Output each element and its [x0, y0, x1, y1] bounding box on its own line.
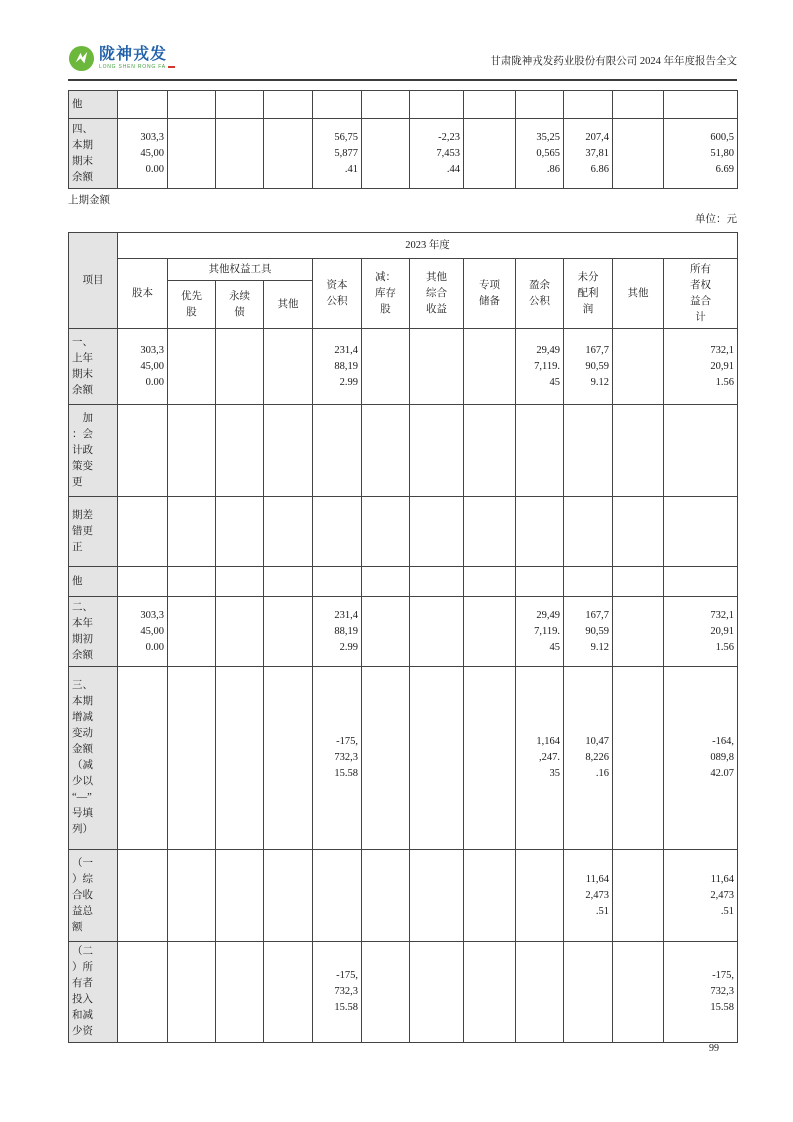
amount-cell	[613, 497, 664, 567]
amount-cell	[410, 942, 464, 1043]
amount-cell	[464, 497, 516, 567]
amount-cell	[168, 667, 216, 850]
amount-cell: 56,755,877.41	[313, 119, 362, 189]
amount-cell	[216, 597, 264, 667]
amount-cell	[613, 567, 664, 597]
amount-cell	[516, 497, 564, 567]
amount-cell	[264, 667, 313, 850]
amount-cell	[613, 942, 664, 1043]
row-label-cell: 一、上年期末余额	[69, 329, 118, 405]
amount-cell: -164,089,842.07	[664, 667, 738, 850]
amount-cell	[516, 405, 564, 497]
amount-cell	[464, 667, 516, 850]
amount-cell	[516, 567, 564, 597]
table-row	[69, 667, 738, 850]
amount-cell	[313, 91, 362, 119]
amount-cell: -175,732,315.58	[313, 942, 362, 1043]
amount-cell	[564, 91, 613, 119]
amount-cell: 1,164,247.35	[516, 667, 564, 850]
table-row	[69, 567, 738, 597]
amount-cell	[464, 119, 516, 189]
row-label-cell: 他	[69, 91, 118, 119]
amount-cell	[264, 942, 313, 1043]
amount-cell	[564, 942, 613, 1043]
amount-cell: 732,120,911.56	[664, 597, 738, 667]
amount-cell	[168, 405, 216, 497]
table-row	[69, 497, 738, 567]
amount-cell	[664, 405, 738, 497]
amount-cell	[264, 597, 313, 667]
amount-cell	[410, 497, 464, 567]
amount-cell: 29,497,119.45	[516, 329, 564, 405]
col-header-other-instruments: 其他	[264, 281, 313, 329]
report-title: 甘肃陇神戎发药业股份有限公司 2024 年年度报告全文	[490, 56, 737, 67]
amount-cell	[464, 405, 516, 497]
col-header-total-owners-equity: 所有者权益合计	[664, 259, 738, 329]
amount-cell	[613, 667, 664, 850]
amount-cell	[613, 850, 664, 942]
amount-cell	[664, 567, 738, 597]
amount-cell	[168, 942, 216, 1043]
amount-cell	[410, 597, 464, 667]
amount-cell	[516, 91, 564, 119]
amount-cell	[516, 942, 564, 1043]
logo-text-en: LONG SHEN RONG FA	[99, 65, 175, 70]
amount-cell	[216, 942, 264, 1043]
amount-cell	[216, 497, 264, 567]
amount-cell	[410, 405, 464, 497]
amount-cell	[362, 667, 410, 850]
logo-red-accent	[168, 66, 175, 68]
amount-cell: 732,120,911.56	[664, 329, 738, 405]
amount-cell	[313, 497, 362, 567]
amount-cell	[664, 91, 738, 119]
row-label-cell: 二、本年期初余额	[69, 597, 118, 667]
col-header-other: 其他	[613, 259, 664, 329]
amount-cell	[168, 119, 216, 189]
col-header-capital-reserve: 资本公积	[313, 259, 362, 329]
table-row	[69, 850, 738, 942]
table-row	[69, 91, 738, 119]
amount-cell	[464, 329, 516, 405]
amount-cell	[118, 942, 168, 1043]
amount-cell	[264, 850, 313, 942]
amount-cell: 167,790,599.12	[564, 329, 613, 405]
equity-table-2023	[68, 232, 738, 1043]
header-divider	[68, 79, 737, 81]
page-header	[68, 44, 737, 78]
amount-cell	[362, 942, 410, 1043]
amount-cell	[613, 119, 664, 189]
amount-cell: 231,488,192.99	[313, 329, 362, 405]
amount-cell	[564, 405, 613, 497]
col-header-perpetual-bonds: 永续债	[216, 281, 264, 329]
col-header-undistributed-profit: 未分配利润	[564, 259, 613, 329]
amount-cell	[168, 91, 216, 119]
amount-cell: 303,345,000.00	[118, 329, 168, 405]
amount-cell	[264, 91, 313, 119]
amount-cell	[313, 567, 362, 597]
amount-cell	[410, 850, 464, 942]
amount-cell	[464, 850, 516, 942]
col-header-preferred-shares: 优先股	[168, 281, 216, 329]
amount-cell: 11,642,473.51	[564, 850, 613, 942]
amount-cell	[464, 942, 516, 1043]
year-header-cell: 2023 年度	[118, 233, 738, 259]
amount-cell	[118, 850, 168, 942]
amount-cell	[362, 497, 410, 567]
amount-cell	[168, 850, 216, 942]
amount-cell: 167,790,599.12	[564, 597, 613, 667]
table-row	[69, 597, 738, 667]
amount-cell	[168, 497, 216, 567]
section-label-previous-amount: 上期金额	[68, 195, 110, 206]
amount-cell	[613, 329, 664, 405]
amount-cell	[410, 91, 464, 119]
amount-cell: 11,642,473.51	[664, 850, 738, 942]
amount-cell: 303,345,000.00	[118, 119, 168, 189]
row-label-cell: 三、本期增减变动金额（减少以“—”号填列）	[69, 667, 118, 850]
col-header-item: 项目	[69, 233, 118, 329]
logo-icon	[68, 45, 95, 72]
amount-cell	[118, 667, 168, 850]
amount-cell	[216, 567, 264, 597]
amount-cell	[464, 597, 516, 667]
amount-cell: -2,237,453.44	[410, 119, 464, 189]
col-header-other-comprehensive-income: 其他综合收益	[410, 259, 464, 329]
row-label-cell: （二）所有者投入和减少资	[69, 942, 118, 1043]
amount-cell	[118, 91, 168, 119]
row-label-cell: （一）综合收益总额	[69, 850, 118, 942]
amount-cell	[362, 329, 410, 405]
amount-cell	[613, 405, 664, 497]
col-header-special-reserve: 专项储备	[464, 259, 516, 329]
table-row	[69, 329, 738, 405]
amount-cell: -175,732,315.58	[313, 667, 362, 850]
amount-cell: 303,345,000.00	[118, 597, 168, 667]
col-header-less-treasury-shares: 减：库存股	[362, 259, 410, 329]
amount-cell	[216, 91, 264, 119]
amount-cell	[216, 405, 264, 497]
amount-cell	[264, 119, 313, 189]
amount-cell	[264, 329, 313, 405]
amount-cell	[464, 91, 516, 119]
amount-cell	[410, 329, 464, 405]
col-header-share-capital: 股本	[118, 259, 168, 329]
amount-cell	[664, 497, 738, 567]
row-label-cell: 期差错更正	[69, 497, 118, 567]
amount-cell	[362, 850, 410, 942]
col-header-other-equity-instruments: 其他权益工具	[168, 259, 313, 281]
amount-cell	[362, 119, 410, 189]
amount-cell: 600,551,806.69	[664, 119, 738, 189]
amount-cell	[464, 567, 516, 597]
amount-cell	[516, 850, 564, 942]
company-logo	[68, 45, 175, 72]
amount-cell	[613, 597, 664, 667]
amount-cell	[564, 567, 613, 597]
amount-cell	[264, 497, 313, 567]
amount-cell	[564, 497, 613, 567]
amount-cell	[216, 850, 264, 942]
amount-cell	[410, 667, 464, 850]
amount-cell: 29,497,119.45	[516, 597, 564, 667]
amount-cell	[118, 405, 168, 497]
logo-text	[99, 47, 175, 70]
equity-table-current-period	[68, 90, 738, 189]
amount-cell	[362, 91, 410, 119]
col-header-surplus-reserve: 盈余公积	[516, 259, 564, 329]
amount-cell	[216, 667, 264, 850]
unit-label: 单位：元	[695, 214, 737, 225]
amount-cell	[313, 850, 362, 942]
amount-cell	[168, 597, 216, 667]
amount-cell	[168, 567, 216, 597]
amount-cell	[264, 405, 313, 497]
logo-text-cn: 陇神戎发	[99, 46, 168, 63]
amount-cell	[313, 405, 362, 497]
amount-cell	[410, 567, 464, 597]
amount-cell	[264, 567, 313, 597]
amount-cell	[118, 497, 168, 567]
row-label-cell: 四、本期期末余额	[69, 119, 118, 189]
page-number: 99	[709, 1043, 719, 1054]
amount-cell: 231,488,192.99	[313, 597, 362, 667]
amount-cell: 35,250,565.86	[516, 119, 564, 189]
row-label-cell: 他	[69, 567, 118, 597]
amount-cell	[118, 567, 168, 597]
amount-cell: 10,478,226.16	[564, 667, 613, 850]
table-row	[69, 405, 738, 497]
amount-cell	[216, 119, 264, 189]
amount-cell	[362, 597, 410, 667]
amount-cell	[362, 405, 410, 497]
amount-cell: 207,437,816.86	[564, 119, 613, 189]
amount-cell: -175,732,315.58	[664, 942, 738, 1043]
table-row	[69, 119, 738, 189]
table-row	[69, 942, 738, 1043]
amount-cell	[168, 329, 216, 405]
row-label-cell: 加：会计政策变更	[69, 405, 118, 497]
amount-cell	[216, 329, 264, 405]
amount-cell	[362, 567, 410, 597]
amount-cell	[613, 91, 664, 119]
